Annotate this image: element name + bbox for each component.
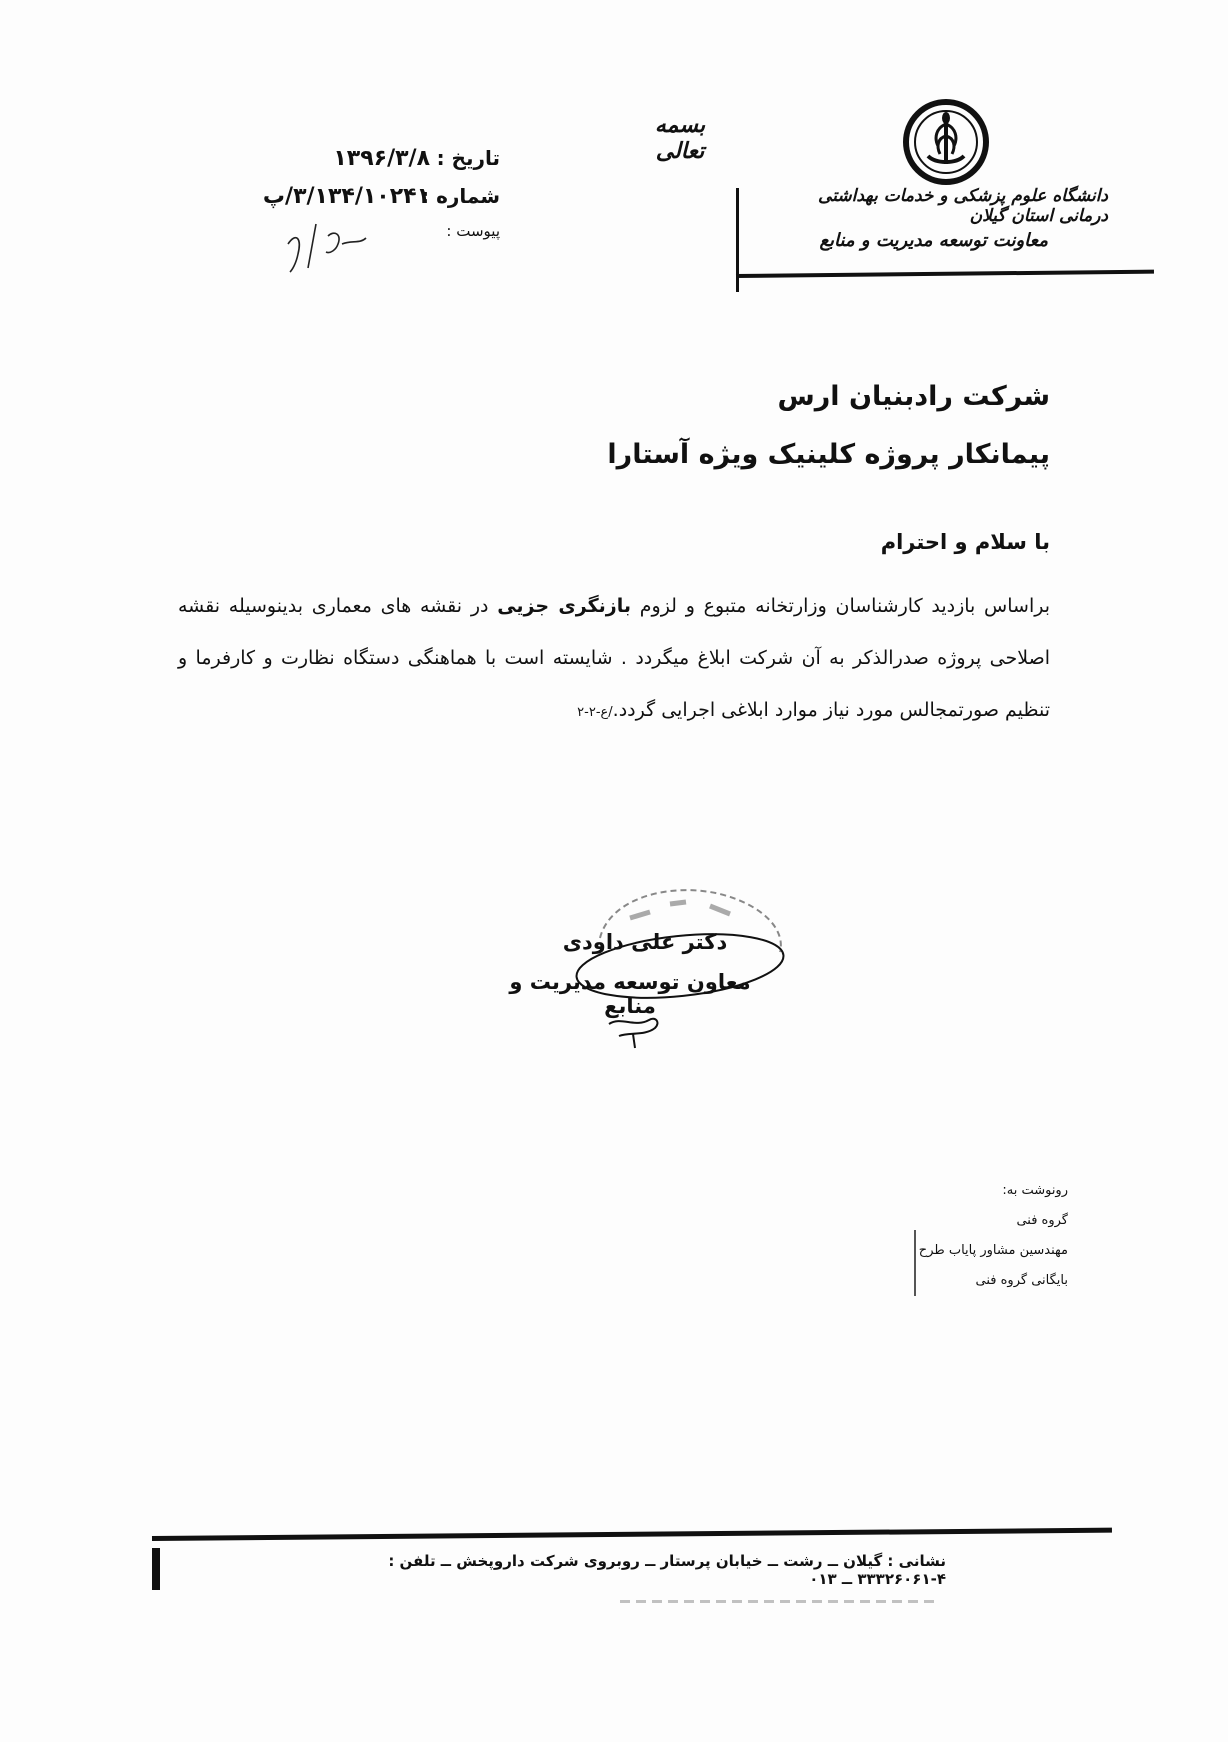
date-label: تاریخ : [436, 146, 500, 170]
signer-title: معاون توسعه مدیریت و منابع [509, 970, 751, 1018]
handwritten-annotation [282, 214, 382, 274]
letter-body [178, 580, 1050, 739]
university-name: دانشگاه علوم پزشکی و خدمات بهداشتی درمانی استان گیلان [818, 186, 1108, 226]
cc-recipient: مهندسین مشاور پایاب طرح [918, 1243, 1068, 1258]
attachment-label: پیوست : [446, 222, 500, 240]
university-emblem-icon [902, 98, 990, 186]
footer-faint-line [620, 1600, 940, 1603]
letterhead-logo-block [778, 90, 1108, 280]
addressee-company: شرکت رادبنیان ارس [777, 381, 1050, 412]
footer-rule [152, 1528, 1112, 1541]
footer-address: نشانی : گیلان ــ رشت ــ خیابان پرستار ــ روبروی شرکت داروپخش ــ تلفن : ۴-۳۳۳۲۶۰۶۱ ــ ۰۱۳ [388, 1552, 946, 1588]
number-label: شماره : [421, 184, 500, 208]
department-name: معاونت توسعه مدیریت و منابع [819, 230, 1048, 251]
signer-name: دکتر علی داودی [562, 930, 728, 954]
cc-recipient: بایگانی گروه فنی [975, 1273, 1068, 1288]
signature-mark [605, 1010, 665, 1050]
cc-heading: رونوشت به: [1002, 1183, 1068, 1198]
date-row [270, 146, 500, 184]
greeting: با سلام و احترام [880, 530, 1050, 554]
addressee-block [350, 368, 1050, 484]
bismillah-heading: بسمه تعالی [654, 112, 706, 164]
cc-recipient: گروه فنی [1016, 1213, 1068, 1228]
cc-block [868, 1176, 1068, 1296]
cc-divider [914, 1230, 916, 1296]
date-value: ۱۳۹۶/۳/۸ [333, 146, 430, 171]
body-text-part1: براساس بازدید کارشناسان وزارتخانه متبوع و لزوم [631, 595, 1051, 617]
body-text-part2: در نقشه های معماری بدینوسیله نقشه اصلاحی پروژه صدرالذکر به آن شرکت ابلاغ میگردد . شایسته است با هماهنگی دستگاه نظارت و کارفرما و تنظیم صورتمجالس مورد نیاز موارد ابلاغی اجرایی گردد. [178, 595, 1050, 721]
number-value: ۳/۱۳۴/۱۰۲۴۱/پ [262, 184, 430, 209]
body-suffix: /ع-۲-۲ [577, 705, 613, 720]
body-emphasis: بازنگری جزیی [497, 595, 632, 617]
addressee-project: پیمانکار پروژه کلینیک ویژه آستارا [607, 439, 1050, 470]
footer-frame-tick [152, 1548, 160, 1590]
